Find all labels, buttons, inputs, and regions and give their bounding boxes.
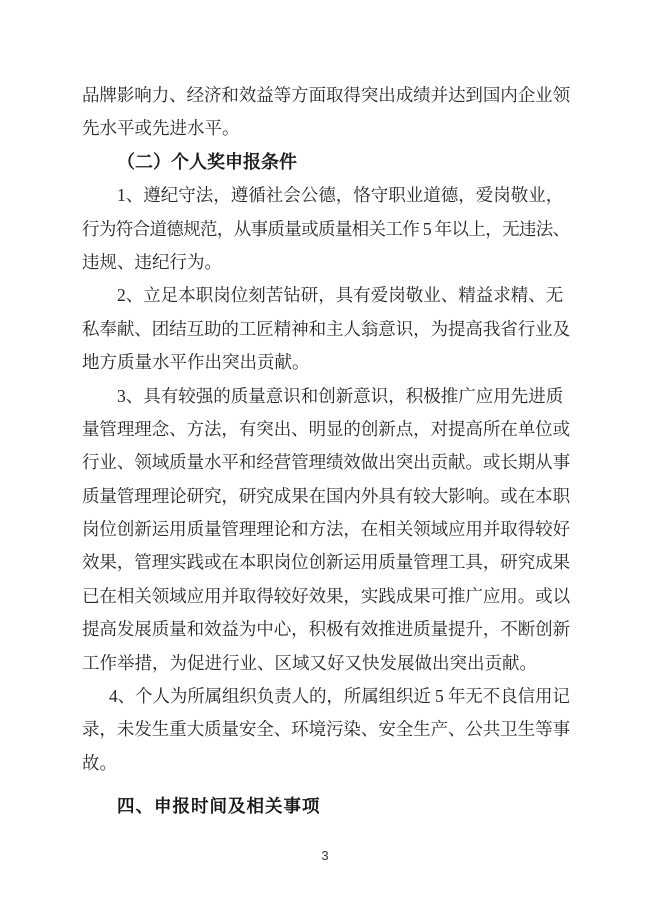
paragraph <box>82 380 570 681</box>
text-line: 岗位创新运用质量管理理论和方法，在相关领域应用并取得较好 <box>82 519 570 540</box>
text-line: 录，未发生重大质量安全、环境污染、安全生产、公共卫生等事 <box>82 719 570 740</box>
document-body <box>82 79 570 824</box>
text-line: 品牌影响力、经济和效益等方面取得突出成绩并达到国内企业领 <box>82 85 570 105</box>
text-line: （二）个人奖申报条件 <box>117 151 297 172</box>
paragraph <box>82 79 570 146</box>
text-line: 3、具有较强的质量意识和创新意识，积极推广应用先进质 <box>117 385 564 406</box>
text-line: 量管理理念、方法，有突出、明显的创新点，对提高所在单位或 <box>82 418 570 439</box>
text-line: 提高发展质量和效益为中心，积极有效推进质量提升，不断创新 <box>82 619 570 640</box>
text-line: 私奉献、团结互助的工匠精神和主人翁意识，为提高我省行业及 <box>82 318 570 339</box>
text-line: 质量管理理论研究，研究成果在国内外具有较大影响。或在本职 <box>82 485 570 506</box>
section-heading <box>82 146 570 179</box>
text-line: 工作举措，为促进行业、区域又好又快发展做出突出贡献。 <box>82 652 537 673</box>
paragraph <box>82 179 570 279</box>
text-line: 故。 <box>82 752 117 773</box>
paragraph <box>82 279 570 379</box>
page-number: 3 <box>321 848 329 863</box>
paragraph <box>82 680 570 780</box>
text-line: 2、立足本职岗位刻苦钻研，具有爱岗敬业、精益求精、无 <box>117 285 564 306</box>
text-line: 行为符合道德规范，从事质量或质量相关工作 5 年以上，无违法、 <box>82 218 570 239</box>
text-line: 四、申报时间及相关事项 <box>117 796 321 817</box>
text-line: 行业、领域质量水平和经营管理绩效做出突出贡献。或长期从事 <box>82 452 570 473</box>
text-line: 效果，管理实践或在本职岗位创新运用质量管理工具，研究成果 <box>82 552 570 573</box>
text-line: 4、个人为所属组织负责人的，所属组织近 5 年无不良信用记 <box>109 686 570 707</box>
text-line: 违规、违纪行为。 <box>82 251 222 272</box>
text-line: 先水平或先进水平。 <box>82 118 240 139</box>
section-heading <box>82 790 570 823</box>
text-line: 1、遵纪守法，遵循社会公德，恪守职业道德，爱岗敬业， <box>117 185 564 206</box>
text-line: 已在相关领域应用并取得较好效果，实践成果可推广应用。或以 <box>82 585 570 606</box>
text-line: 地方质量水平作出突出贡献。 <box>82 352 310 373</box>
